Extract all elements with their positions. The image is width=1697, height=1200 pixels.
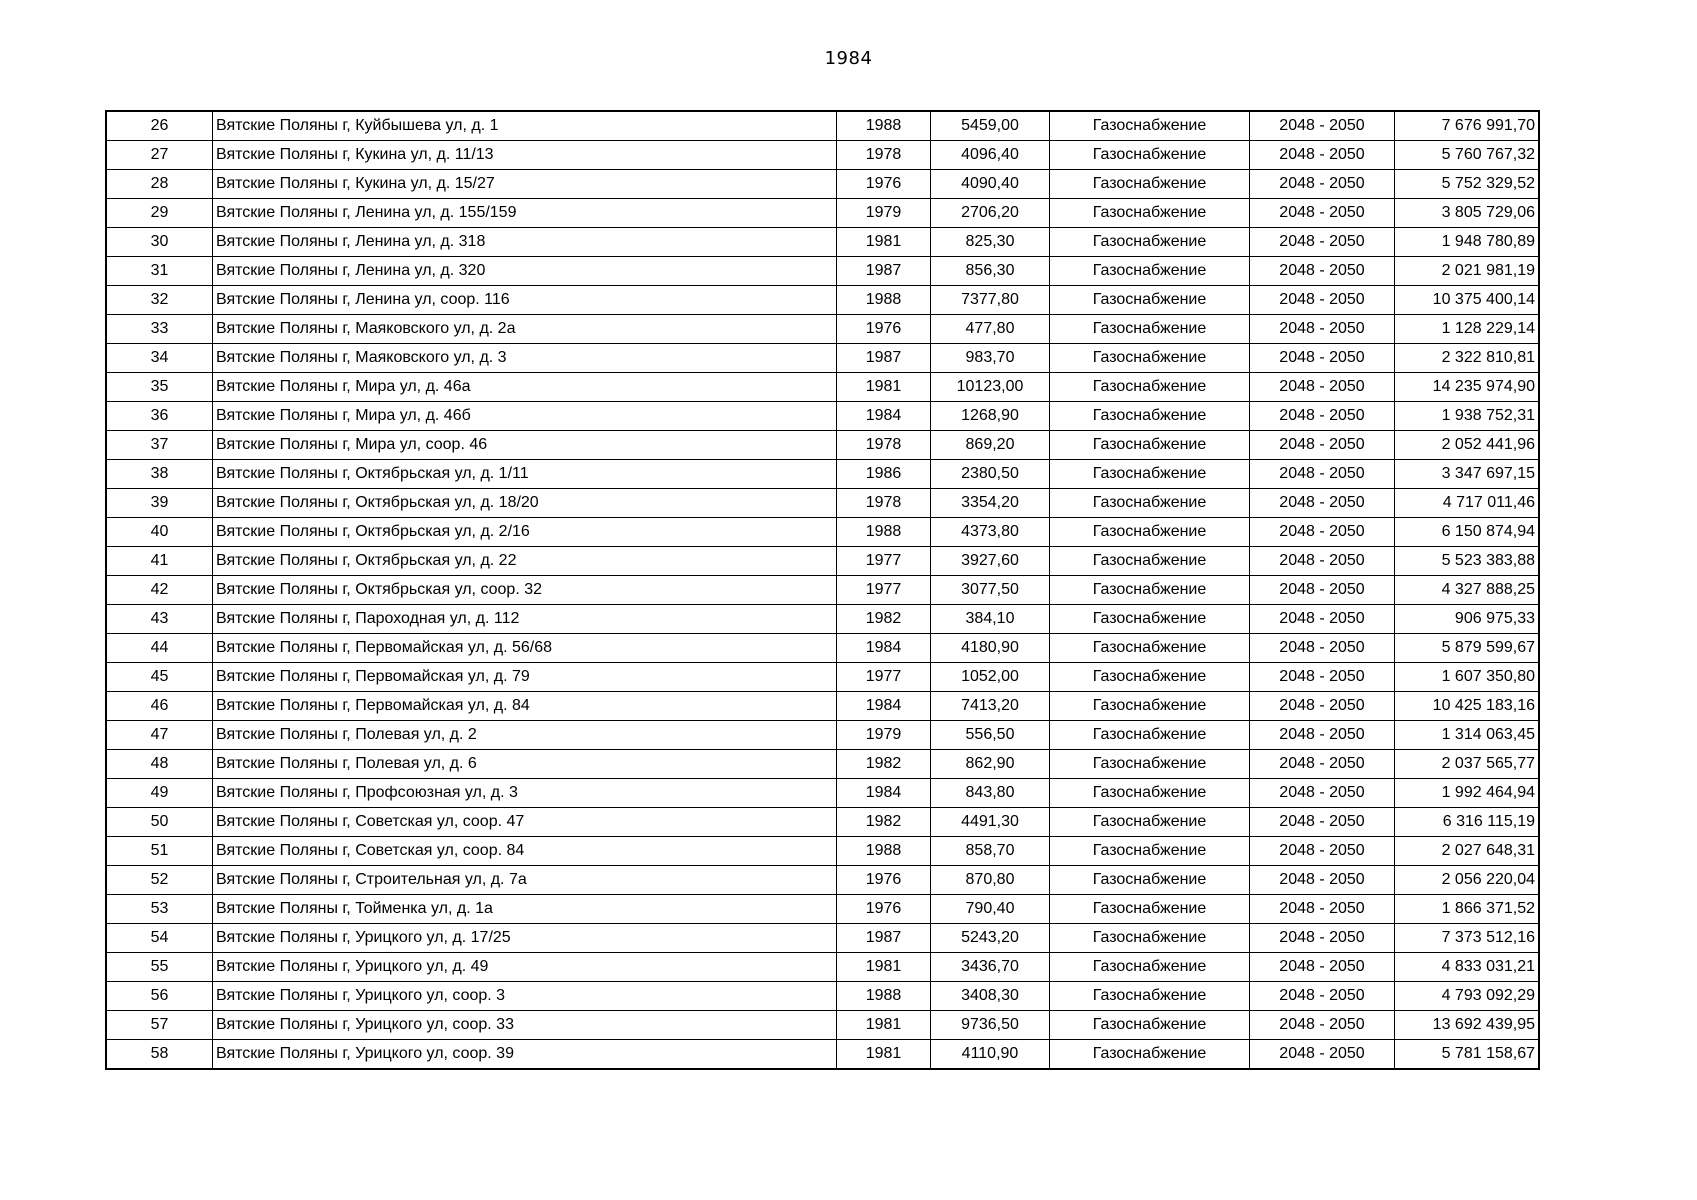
address-cell: Вятские Поляны г, Урицкого ул, д. 49	[213, 953, 837, 982]
build-year-cell: 1981	[837, 1011, 931, 1040]
address-cell: Вятские Поляны г, Урицкого ул, соор. 39	[213, 1040, 837, 1070]
table-row	[106, 750, 1539, 779]
page-number: 1984	[824, 48, 873, 69]
work-type-cell: Газоснабжение	[1050, 692, 1250, 721]
cost-cell: 5 879 599,67	[1395, 634, 1540, 663]
table-row	[106, 431, 1539, 460]
work-type-cell: Газоснабжение	[1050, 1011, 1250, 1040]
cost-cell: 6 150 874,94	[1395, 518, 1540, 547]
cost-cell: 10 425 183,16	[1395, 692, 1540, 721]
period-cell: 2048 - 2050	[1250, 141, 1395, 170]
table-row	[106, 895, 1539, 924]
build-year-cell: 1987	[837, 924, 931, 953]
address-cell: Вятские Поляны г, Маяковского ул, д. 2а	[213, 315, 837, 344]
row-number-cell: 47	[106, 721, 213, 750]
work-type-cell: Газоснабжение	[1050, 634, 1250, 663]
build-year-cell: 1988	[837, 837, 931, 866]
build-year-cell: 1987	[837, 344, 931, 373]
address-cell: Вятские Поляны г, Строительная ул, д. 7а	[213, 866, 837, 895]
cost-cell: 1 314 063,45	[1395, 721, 1540, 750]
table-row	[106, 605, 1539, 634]
period-cell: 2048 - 2050	[1250, 460, 1395, 489]
work-type-cell: Газоснабжение	[1050, 808, 1250, 837]
build-year-cell: 1981	[837, 228, 931, 257]
area-cell: 5459,00	[931, 111, 1050, 141]
work-type-cell: Газоснабжение	[1050, 779, 1250, 808]
row-number-cell: 31	[106, 257, 213, 286]
build-year-cell: 1988	[837, 518, 931, 547]
row-number-cell: 43	[106, 605, 213, 634]
build-year-cell: 1984	[837, 634, 931, 663]
table-row	[106, 518, 1539, 547]
build-year-cell: 1977	[837, 547, 931, 576]
period-cell: 2048 - 2050	[1250, 228, 1395, 257]
period-cell: 2048 - 2050	[1250, 199, 1395, 228]
cost-cell: 14 235 974,90	[1395, 373, 1540, 402]
address-cell: Вятские Поляны г, Урицкого ул, соор. 3	[213, 982, 837, 1011]
table-row	[106, 982, 1539, 1011]
area-cell: 2706,20	[931, 199, 1050, 228]
period-cell: 2048 - 2050	[1250, 837, 1395, 866]
work-type-cell: Газоснабжение	[1050, 228, 1250, 257]
area-cell: 10123,00	[931, 373, 1050, 402]
cost-cell: 2 027 648,31	[1395, 837, 1540, 866]
row-number-cell: 30	[106, 228, 213, 257]
cost-cell: 1 992 464,94	[1395, 779, 1540, 808]
address-cell: Вятские Поляны г, Тойменка ул, д. 1а	[213, 895, 837, 924]
cost-cell: 5 760 767,32	[1395, 141, 1540, 170]
table-row	[106, 866, 1539, 895]
address-cell: Вятские Поляны г, Октябрьская ул, д. 2/16	[213, 518, 837, 547]
address-cell: Вятские Поляны г, Первомайская ул, д. 56/68	[213, 634, 837, 663]
cost-cell: 4 717 011,46	[1395, 489, 1540, 518]
address-cell: Вятские Поляны г, Профсоюзная ул, д. 3	[213, 779, 837, 808]
work-type-cell: Газоснабжение	[1050, 489, 1250, 518]
period-cell: 2048 - 2050	[1250, 315, 1395, 344]
build-year-cell: 1982	[837, 605, 931, 634]
capital-repair-table	[105, 110, 1540, 1070]
area-cell: 556,50	[931, 721, 1050, 750]
cost-cell: 7 676 991,70	[1395, 111, 1540, 141]
work-type-cell: Газоснабжение	[1050, 402, 1250, 431]
table-row	[106, 547, 1539, 576]
work-type-cell: Газоснабжение	[1050, 982, 1250, 1011]
build-year-cell: 1988	[837, 111, 931, 141]
area-cell: 1268,90	[931, 402, 1050, 431]
cost-cell: 4 833 031,21	[1395, 953, 1540, 982]
table-row	[106, 576, 1539, 605]
row-number-cell: 55	[106, 953, 213, 982]
address-cell: Вятские Поляны г, Мира ул, д. 46а	[213, 373, 837, 402]
table-row	[106, 692, 1539, 721]
cost-cell: 2 021 981,19	[1395, 257, 1540, 286]
work-type-cell: Газоснабжение	[1050, 199, 1250, 228]
period-cell: 2048 - 2050	[1250, 1011, 1395, 1040]
table-row	[106, 808, 1539, 837]
work-type-cell: Газоснабжение	[1050, 315, 1250, 344]
period-cell: 2048 - 2050	[1250, 982, 1395, 1011]
address-cell: Вятские Поляны г, Советская ул, соор. 84	[213, 837, 837, 866]
area-cell: 3436,70	[931, 953, 1050, 982]
table-row	[106, 1040, 1539, 1070]
cost-cell: 6 316 115,19	[1395, 808, 1540, 837]
work-type-cell: Газоснабжение	[1050, 257, 1250, 286]
area-cell: 4491,30	[931, 808, 1050, 837]
period-cell: 2048 - 2050	[1250, 866, 1395, 895]
address-cell: Вятские Поляны г, Ленина ул, д. 318	[213, 228, 837, 257]
period-cell: 2048 - 2050	[1250, 373, 1395, 402]
table-row	[106, 373, 1539, 402]
address-cell: Вятские Поляны г, Мира ул, д. 46б	[213, 402, 837, 431]
row-number-cell: 42	[106, 576, 213, 605]
build-year-cell: 1977	[837, 663, 931, 692]
cost-cell: 13 692 439,95	[1395, 1011, 1540, 1040]
cost-cell: 10 375 400,14	[1395, 286, 1540, 315]
work-type-cell: Газоснабжение	[1050, 286, 1250, 315]
row-number-cell: 37	[106, 431, 213, 460]
period-cell: 2048 - 2050	[1250, 1040, 1395, 1070]
build-year-cell: 1977	[837, 576, 931, 605]
table-row	[106, 315, 1539, 344]
work-type-cell: Газоснабжение	[1050, 460, 1250, 489]
row-number-cell: 57	[106, 1011, 213, 1040]
row-number-cell: 35	[106, 373, 213, 402]
period-cell: 2048 - 2050	[1250, 895, 1395, 924]
area-cell: 790,40	[931, 895, 1050, 924]
address-cell: Вятские Поляны г, Мира ул, соор. 46	[213, 431, 837, 460]
row-number-cell: 36	[106, 402, 213, 431]
work-type-cell: Газоснабжение	[1050, 866, 1250, 895]
address-cell: Вятские Поляны г, Пароходная ул, д. 112	[213, 605, 837, 634]
table-row	[106, 170, 1539, 199]
cost-cell: 5 752 329,52	[1395, 170, 1540, 199]
address-cell: Вятские Поляны г, Октябрьская ул, д. 22	[213, 547, 837, 576]
cost-cell: 4 327 888,25	[1395, 576, 1540, 605]
period-cell: 2048 - 2050	[1250, 576, 1395, 605]
address-cell: Вятские Поляны г, Первомайская ул, д. 79	[213, 663, 837, 692]
area-cell: 5243,20	[931, 924, 1050, 953]
area-cell: 843,80	[931, 779, 1050, 808]
period-cell: 2048 - 2050	[1250, 402, 1395, 431]
row-number-cell: 27	[106, 141, 213, 170]
row-number-cell: 45	[106, 663, 213, 692]
area-cell: 4110,90	[931, 1040, 1050, 1070]
work-type-cell: Газоснабжение	[1050, 576, 1250, 605]
area-cell: 983,70	[931, 344, 1050, 373]
period-cell: 2048 - 2050	[1250, 344, 1395, 373]
period-cell: 2048 - 2050	[1250, 953, 1395, 982]
area-cell: 9736,50	[931, 1011, 1050, 1040]
table-row	[106, 199, 1539, 228]
work-type-cell: Газоснабжение	[1050, 431, 1250, 460]
cost-cell: 4 793 092,29	[1395, 982, 1540, 1011]
row-number-cell: 50	[106, 808, 213, 837]
build-year-cell: 1979	[837, 721, 931, 750]
build-year-cell: 1984	[837, 779, 931, 808]
table-row	[106, 663, 1539, 692]
build-year-cell: 1981	[837, 1040, 931, 1070]
area-cell: 1052,00	[931, 663, 1050, 692]
table-row	[106, 489, 1539, 518]
address-cell: Вятские Поляны г, Первомайская ул, д. 84	[213, 692, 837, 721]
period-cell: 2048 - 2050	[1250, 257, 1395, 286]
area-cell: 384,10	[931, 605, 1050, 634]
build-year-cell: 1981	[837, 373, 931, 402]
area-cell: 3077,50	[931, 576, 1050, 605]
address-cell: Вятские Поляны г, Урицкого ул, соор. 33	[213, 1011, 837, 1040]
period-cell: 2048 - 2050	[1250, 518, 1395, 547]
period-cell: 2048 - 2050	[1250, 286, 1395, 315]
row-number-cell: 53	[106, 895, 213, 924]
period-cell: 2048 - 2050	[1250, 111, 1395, 141]
period-cell: 2048 - 2050	[1250, 489, 1395, 518]
cost-cell: 5 523 383,88	[1395, 547, 1540, 576]
build-year-cell: 1981	[837, 953, 931, 982]
row-number-cell: 46	[106, 692, 213, 721]
area-cell: 7377,80	[931, 286, 1050, 315]
area-cell: 7413,20	[931, 692, 1050, 721]
row-number-cell: 29	[106, 199, 213, 228]
table-row	[106, 634, 1539, 663]
period-cell: 2048 - 2050	[1250, 779, 1395, 808]
table-row	[106, 228, 1539, 257]
period-cell: 2048 - 2050	[1250, 431, 1395, 460]
cost-cell: 1 128 229,14	[1395, 315, 1540, 344]
cost-cell: 3 805 729,06	[1395, 199, 1540, 228]
address-cell: Вятские Поляны г, Куйбышева ул, д. 1	[213, 111, 837, 141]
row-number-cell: 28	[106, 170, 213, 199]
period-cell: 2048 - 2050	[1250, 692, 1395, 721]
period-cell: 2048 - 2050	[1250, 808, 1395, 837]
table-row	[106, 257, 1539, 286]
build-year-cell: 1976	[837, 895, 931, 924]
area-cell: 3927,60	[931, 547, 1050, 576]
table-row	[106, 402, 1539, 431]
area-cell: 862,90	[931, 750, 1050, 779]
row-number-cell: 39	[106, 489, 213, 518]
area-cell: 4180,90	[931, 634, 1050, 663]
work-type-cell: Газоснабжение	[1050, 1040, 1250, 1070]
table-row	[106, 1011, 1539, 1040]
address-cell: Вятские Поляны г, Октябрьская ул, соор. 32	[213, 576, 837, 605]
table-row	[106, 111, 1539, 141]
row-number-cell: 33	[106, 315, 213, 344]
work-type-cell: Газоснабжение	[1050, 547, 1250, 576]
cost-cell: 1 866 371,52	[1395, 895, 1540, 924]
build-year-cell: 1987	[837, 257, 931, 286]
period-cell: 2048 - 2050	[1250, 721, 1395, 750]
row-number-cell: 58	[106, 1040, 213, 1070]
table-row	[106, 953, 1539, 982]
table-row	[106, 837, 1539, 866]
area-cell: 4090,40	[931, 170, 1050, 199]
address-cell: Вятские Поляны г, Урицкого ул, д. 17/25	[213, 924, 837, 953]
work-type-cell: Газоснабжение	[1050, 953, 1250, 982]
work-type-cell: Газоснабжение	[1050, 141, 1250, 170]
area-cell: 870,80	[931, 866, 1050, 895]
area-cell: 477,80	[931, 315, 1050, 344]
table-row	[106, 924, 1539, 953]
cost-cell: 2 056 220,04	[1395, 866, 1540, 895]
period-cell: 2048 - 2050	[1250, 924, 1395, 953]
row-number-cell: 41	[106, 547, 213, 576]
row-number-cell: 26	[106, 111, 213, 141]
period-cell: 2048 - 2050	[1250, 750, 1395, 779]
build-year-cell: 1978	[837, 489, 931, 518]
area-cell: 825,30	[931, 228, 1050, 257]
row-number-cell: 34	[106, 344, 213, 373]
build-year-cell: 1979	[837, 199, 931, 228]
address-cell: Вятские Поляны г, Полевая ул, д. 2	[213, 721, 837, 750]
work-type-cell: Газоснабжение	[1050, 924, 1250, 953]
cost-cell: 2 322 810,81	[1395, 344, 1540, 373]
area-cell: 856,30	[931, 257, 1050, 286]
build-year-cell: 1976	[837, 170, 931, 199]
build-year-cell: 1988	[837, 286, 931, 315]
cost-cell: 1 948 780,89	[1395, 228, 1540, 257]
address-cell: Вятские Поляны г, Маяковского ул, д. 3	[213, 344, 837, 373]
row-number-cell: 51	[106, 837, 213, 866]
address-cell: Вятские Поляны г, Полевая ул, д. 6	[213, 750, 837, 779]
row-number-cell: 52	[106, 866, 213, 895]
address-cell: Вятские Поляны г, Октябрьская ул, д. 1/11	[213, 460, 837, 489]
build-year-cell: 1976	[837, 315, 931, 344]
work-type-cell: Газоснабжение	[1050, 605, 1250, 634]
period-cell: 2048 - 2050	[1250, 547, 1395, 576]
build-year-cell: 1986	[837, 460, 931, 489]
build-year-cell: 1984	[837, 692, 931, 721]
cost-cell: 1 607 350,80	[1395, 663, 1540, 692]
build-year-cell: 1984	[837, 402, 931, 431]
address-cell: Вятские Поляны г, Ленина ул, д. 155/159	[213, 199, 837, 228]
area-cell: 3354,20	[931, 489, 1050, 518]
work-type-cell: Газоснабжение	[1050, 518, 1250, 547]
row-number-cell: 40	[106, 518, 213, 547]
table-row	[106, 286, 1539, 315]
build-year-cell: 1978	[837, 431, 931, 460]
cost-cell: 2 052 441,96	[1395, 431, 1540, 460]
address-cell: Вятские Поляны г, Советская ул, соор. 47	[213, 808, 837, 837]
period-cell: 2048 - 2050	[1250, 663, 1395, 692]
work-type-cell: Газоснабжение	[1050, 111, 1250, 141]
build-year-cell: 1982	[837, 808, 931, 837]
period-cell: 2048 - 2050	[1250, 634, 1395, 663]
cost-cell: 906 975,33	[1395, 605, 1540, 634]
area-cell: 3408,30	[931, 982, 1050, 1011]
row-number-cell: 56	[106, 982, 213, 1011]
address-cell: Вятские Поляны г, Ленина ул, д. 320	[213, 257, 837, 286]
address-cell: Вятские Поляны г, Кукина ул, д. 15/27	[213, 170, 837, 199]
area-cell: 2380,50	[931, 460, 1050, 489]
table-row	[106, 779, 1539, 808]
work-type-cell: Газоснабжение	[1050, 721, 1250, 750]
work-type-cell: Газоснабжение	[1050, 663, 1250, 692]
cost-cell: 2 037 565,77	[1395, 750, 1540, 779]
row-number-cell: 32	[106, 286, 213, 315]
table-body	[106, 111, 1539, 1069]
period-cell: 2048 - 2050	[1250, 170, 1395, 199]
row-number-cell: 49	[106, 779, 213, 808]
table-row	[106, 344, 1539, 373]
area-cell: 858,70	[931, 837, 1050, 866]
row-number-cell: 44	[106, 634, 213, 663]
address-cell: Вятские Поляны г, Октябрьская ул, д. 18/20	[213, 489, 837, 518]
area-cell: 4096,40	[931, 141, 1050, 170]
area-cell: 4373,80	[931, 518, 1050, 547]
table-row	[106, 721, 1539, 750]
cost-cell: 1 938 752,31	[1395, 402, 1540, 431]
area-cell: 869,20	[931, 431, 1050, 460]
work-type-cell: Газоснабжение	[1050, 837, 1250, 866]
work-type-cell: Газоснабжение	[1050, 344, 1250, 373]
table-row	[106, 460, 1539, 489]
build-year-cell: 1978	[837, 141, 931, 170]
row-number-cell: 48	[106, 750, 213, 779]
build-year-cell: 1976	[837, 866, 931, 895]
work-type-cell: Газоснабжение	[1050, 750, 1250, 779]
build-year-cell: 1982	[837, 750, 931, 779]
work-type-cell: Газоснабжение	[1050, 373, 1250, 402]
cost-cell: 5 781 158,67	[1395, 1040, 1540, 1070]
row-number-cell: 54	[106, 924, 213, 953]
work-type-cell: Газоснабжение	[1050, 895, 1250, 924]
table-row	[106, 141, 1539, 170]
work-type-cell: Газоснабжение	[1050, 170, 1250, 199]
period-cell: 2048 - 2050	[1250, 605, 1395, 634]
address-cell: Вятские Поляны г, Ленина ул, соор. 116	[213, 286, 837, 315]
row-number-cell: 38	[106, 460, 213, 489]
build-year-cell: 1988	[837, 982, 931, 1011]
address-cell: Вятские Поляны г, Кукина ул, д. 11/13	[213, 141, 837, 170]
cost-cell: 7 373 512,16	[1395, 924, 1540, 953]
cost-cell: 3 347 697,15	[1395, 460, 1540, 489]
